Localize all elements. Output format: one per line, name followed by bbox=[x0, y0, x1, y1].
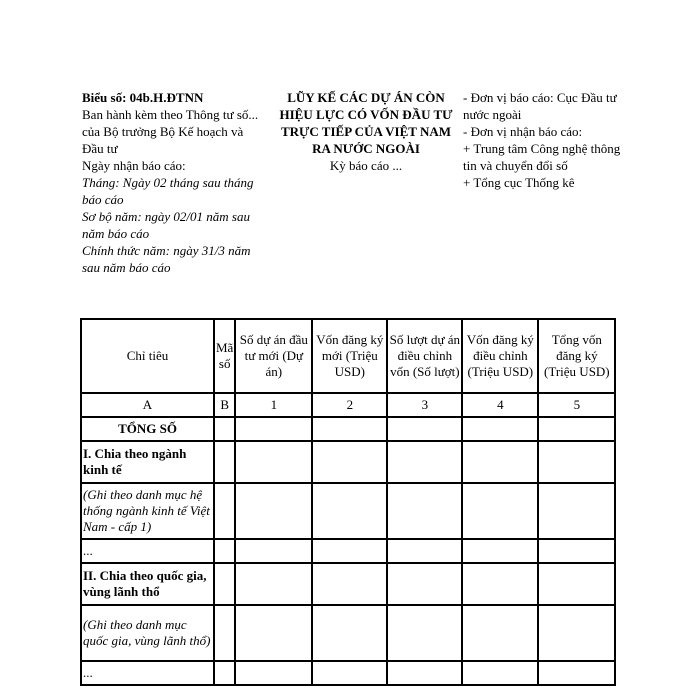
table-cell bbox=[538, 539, 615, 563]
table-cell bbox=[462, 605, 538, 661]
column-index: 5 bbox=[538, 393, 615, 417]
table-cell bbox=[235, 539, 312, 563]
table-cell bbox=[538, 661, 615, 685]
column-index-row bbox=[81, 393, 615, 417]
row-label: TỔNG SỐ bbox=[81, 417, 214, 441]
row-label: ... bbox=[81, 539, 214, 563]
table-cell bbox=[387, 539, 462, 563]
column-index: 3 bbox=[387, 393, 462, 417]
table-cell bbox=[235, 483, 312, 539]
table-cell bbox=[538, 605, 615, 661]
table-cell bbox=[538, 441, 615, 483]
table-cell bbox=[214, 441, 235, 483]
table-cell bbox=[462, 539, 538, 563]
table-cell bbox=[462, 417, 538, 441]
table-cell bbox=[214, 483, 235, 539]
report-table bbox=[80, 318, 616, 686]
table-cell bbox=[387, 661, 462, 685]
table-cell bbox=[462, 563, 538, 605]
table-cell bbox=[387, 605, 462, 661]
row-label: (Ghi theo danh mục quốc gia, vùng lãnh thổ) bbox=[81, 605, 214, 661]
table-cell bbox=[387, 441, 462, 483]
table-cell bbox=[214, 661, 235, 685]
table-cell bbox=[214, 417, 235, 441]
column-index: A bbox=[81, 393, 214, 417]
table-cell bbox=[312, 441, 387, 483]
column-index: 4 bbox=[462, 393, 538, 417]
column-header: Tổng vốn đăng ký (Triệu USD) bbox=[538, 319, 615, 393]
official-year-deadline: Chính thức năm: ngày 31/3 năm sau năm báo cáo bbox=[82, 243, 251, 275]
units-block bbox=[463, 89, 623, 191]
report-title-block bbox=[270, 89, 462, 174]
table-cell bbox=[312, 563, 387, 605]
row-label: II. Chia theo quốc gia, vùng lãnh thổ bbox=[81, 563, 214, 605]
table-cell bbox=[462, 483, 538, 539]
table-row bbox=[81, 563, 615, 605]
table-row bbox=[81, 417, 615, 441]
form-number: Biểu số: 04b.H.ĐTNN bbox=[82, 90, 204, 105]
receiving-unit-label: - Đơn vị nhận báo cáo: bbox=[463, 124, 583, 139]
form-info-block bbox=[82, 89, 262, 276]
table-cell bbox=[387, 483, 462, 539]
table-cell bbox=[538, 417, 615, 441]
report-title: LŨY KẾ CÁC DỰ ÁN CÒN HIỆU LỰC CÓ VỐN ĐẦU TƯ TRỰC TIẾP CỦA VIỆT NAM RA NƯỚC NGOÀI bbox=[279, 90, 453, 156]
table-cell bbox=[235, 417, 312, 441]
receive-date-label: Ngày nhận báo cáo: bbox=[82, 158, 186, 173]
table-cell bbox=[235, 563, 312, 605]
table-cell bbox=[214, 605, 235, 661]
table-cell bbox=[462, 441, 538, 483]
column-index: 1 bbox=[235, 393, 312, 417]
column-header: Chỉ tiêu bbox=[81, 319, 214, 393]
table-cell bbox=[312, 605, 387, 661]
column-index: 2 bbox=[312, 393, 387, 417]
table-cell bbox=[387, 417, 462, 441]
table-cell bbox=[312, 417, 387, 441]
row-label: (Ghi theo danh mục hệ thống ngành kinh tế Việt Nam - cấp 1) bbox=[81, 483, 214, 539]
receiver-it-center: + Trung tâm Công nghệ thông tin và chuyển đổi số bbox=[463, 141, 621, 173]
column-index: B bbox=[214, 393, 235, 417]
table-row bbox=[81, 483, 615, 539]
table-cell bbox=[538, 483, 615, 539]
table-header-row bbox=[81, 319, 615, 393]
table-row bbox=[81, 605, 615, 661]
table-cell bbox=[214, 563, 235, 605]
table-cell bbox=[235, 661, 312, 685]
table-row bbox=[81, 661, 615, 685]
table-cell bbox=[538, 563, 615, 605]
issued-with-note: Ban hành kèm theo Thông tư số... của Bộ trưởng Bộ Kế hoạch và Đầu tư bbox=[82, 107, 259, 156]
table-cell bbox=[312, 483, 387, 539]
table-cell bbox=[235, 605, 312, 661]
table-cell bbox=[312, 539, 387, 563]
column-header: Số lượt dự án điều chỉnh vốn (Số lượt) bbox=[387, 319, 462, 393]
reporting-unit: - Đơn vị báo cáo: Cục Đầu tư nước ngoài bbox=[463, 90, 617, 122]
column-header: Mã số bbox=[214, 319, 235, 393]
monthly-deadline: Tháng: Ngày 02 tháng sau tháng báo cáo bbox=[82, 175, 254, 207]
column-header: Vốn đăng ký mới (Triệu USD) bbox=[312, 319, 387, 393]
table-row bbox=[81, 539, 615, 563]
table-cell bbox=[387, 563, 462, 605]
table-cell bbox=[462, 661, 538, 685]
column-header: Số dự án đầu tư mới (Dự án) bbox=[235, 319, 312, 393]
table-cell bbox=[214, 539, 235, 563]
table-cell bbox=[312, 661, 387, 685]
row-label: ... bbox=[81, 661, 214, 685]
row-label: I. Chia theo ngành kinh tế bbox=[81, 441, 214, 483]
column-header: Vốn đăng ký điều chỉnh (Triệu USD) bbox=[462, 319, 538, 393]
table-cell bbox=[235, 441, 312, 483]
table-row bbox=[81, 441, 615, 483]
report-period: Kỳ báo cáo ... bbox=[329, 158, 403, 173]
receiver-statistics-office: + Tổng cục Thống kê bbox=[463, 175, 575, 190]
preliminary-year-deadline: Sơ bộ năm: ngày 02/01 năm sau năm báo cáo bbox=[82, 209, 250, 241]
